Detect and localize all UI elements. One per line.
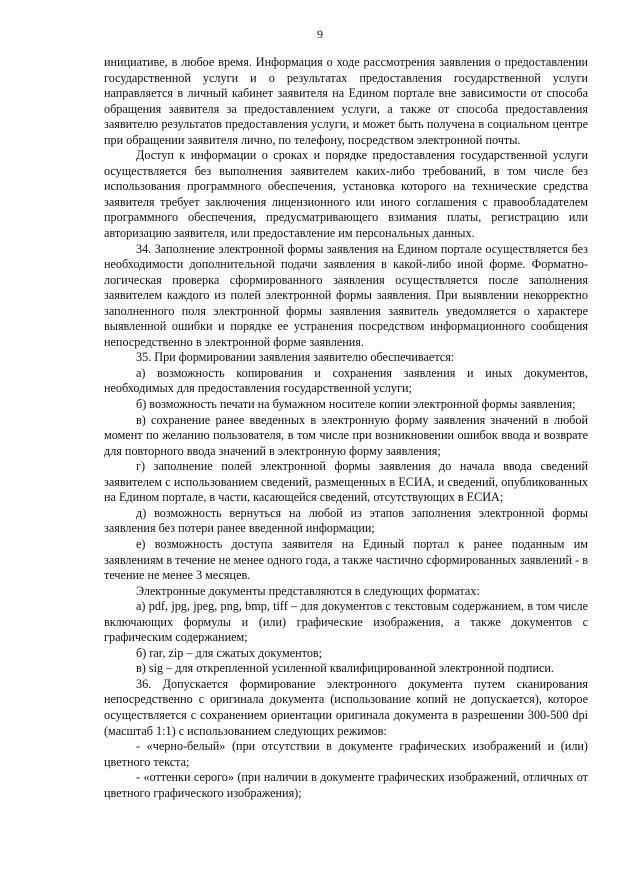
- paragraph: инициативе, в любое время. Информация о ходе рассмотрения заявления о предоставлении государственной услуги и о результатах предоставления государственной услуги направляется в личный кабинет заявителя на Едином портале вне зависимости от способа обращения заявителя за предоставлением услуги, а также от способа предоставления заявителю результатов предоставления услуги, и может быть получена в социальном центре при обращении заявителя лично, по телефону, посредством электронной почты.: [104, 55, 588, 147]
- list-item: а) pdf, jpg, jpeg, png, bmp, tiff – для документов с текстовым содержанием, в том числе включающих формулы и (или) графические изображения, а также документов с графическим содержанием;: [104, 599, 588, 645]
- paragraph-item-36: 36. Допускается формирование электронного документа путем сканирования непосредственно с оригинала документа (использование копий не допускается), которое осуществляется с сохранением ориентации оригинала документа в разрешении 300-500 dpi (масштаб 1:1) с использованием следующих режимов:: [104, 676, 588, 738]
- list-item: д) возможность вернуться на любой из этапов заполнения электронной формы заявления без потери ранее введенной информации;: [104, 505, 588, 536]
- list-item: - «черно-белый» (при отсутствии в документе графических изображений и (или) цветного текста;: [104, 739, 588, 769]
- list-item: б) rar, zip – для сжатых документов;: [136, 645, 323, 660]
- list-item: а) возможность копирования и сохранения заявления и иных документов, необходимых для предоставления государственной услуги;: [104, 365, 588, 396]
- page-number: 9: [317, 27, 323, 41]
- paragraph: Электронные документы представляются в следующих форматах:: [136, 583, 480, 598]
- list-item: в) сохранение ранее введенных в электронную форму заявления значений в любой момент по желанию пользователя, в том числе при возникновении ошибок ввода и возврате для повторного ввода значений в электронную форму заявления;: [104, 412, 588, 458]
- paragraph-item-34: 34. Заполнение электронной формы заявления на Едином портале осуществляется без необходимости дополнительной подачи заявления в какой-либо иной форме. Форматно-логическая проверка сформированного заявления осуществляется после заполнения заявителем каждого из полей электронной формы заявления. При выявлении некорректно заполненного поля электронной формы заявления заявитель уведомляется о характере выявленной ошибки и порядке ее устранения посредством информационного сообщения непосредственно в электронной форме заявления.: [104, 241, 588, 349]
- document-body: [104, 55, 588, 801]
- list-item: б) возможность печати на бумажном носителе копии электронной формы заявления;: [136, 397, 576, 412]
- list-item: - «оттенки серого» (при наличии в документе графических изображений, отличных от цветного графического изображения);: [104, 770, 588, 800]
- paragraph: Доступ к информации о сроках и порядке предоставления государственной услуги осуществляется без выполнения заявителем каких-либо требований, в том числе без использования программного обеспечения, установка которого на технические средства заявителя требует заключения лицензионного или иного соглашения с правообладателем программного обеспечения, предусматривающего взимания платы, регистрацию или авторизацию заявителя, или предоставление им персональных данных.: [104, 148, 588, 241]
- list-item: в) sig – для открепленной усиленной квалифицированной электронной подписи.: [136, 661, 554, 676]
- list-item: г) заполнение полей электронной формы заявления до начала ввода сведений заявителем с использованием сведений, размещенных в ЕСИА, и сведений, опубликованных на Едином портале, в части, касающейся сведений, отсутствующих в ЕСИА;: [104, 459, 588, 505]
- list-item: е) возможность доступа заявителя на Единый портал к ранее поданным им заявлениям в течение не менее одного года, а также частично сформированных заявлений - в течение не менее 3 месяцев.: [104, 536, 588, 583]
- paragraph-item-35: 35. При формировании заявления заявителю обеспечивается:: [136, 350, 455, 365]
